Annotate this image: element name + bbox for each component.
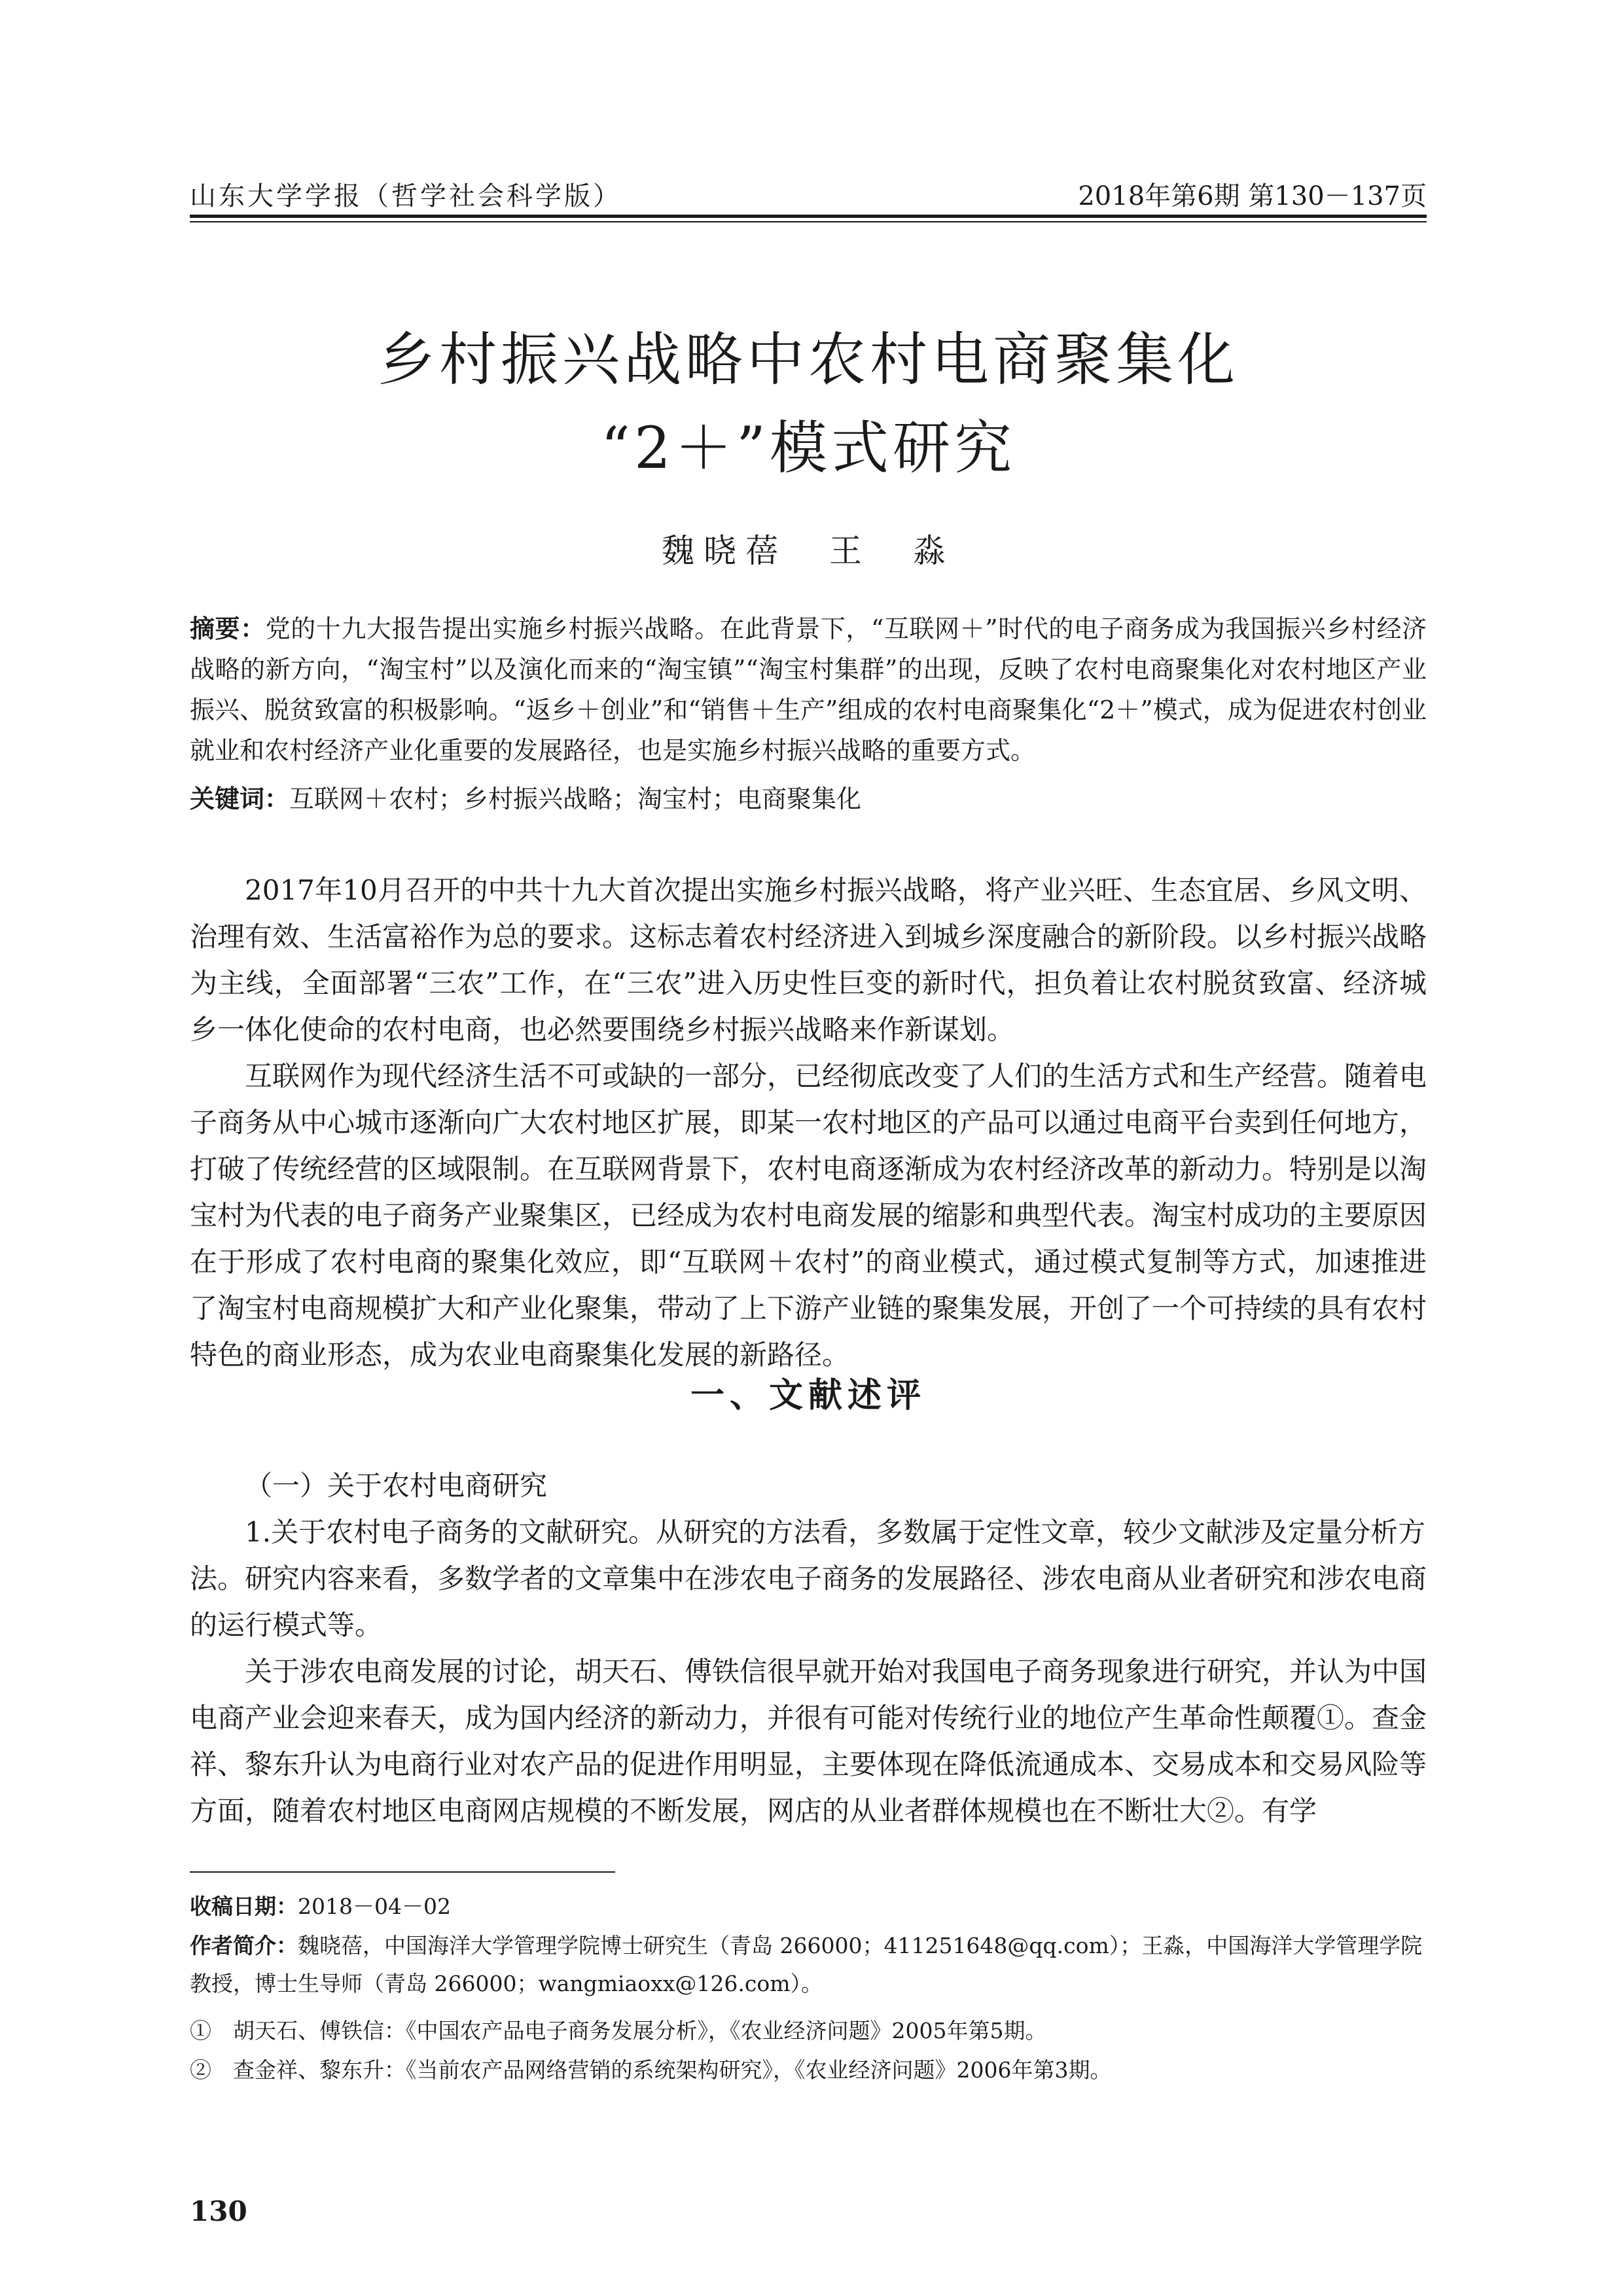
keywords-label: 关键词： — [190, 785, 290, 813]
abstract-label: 摘要： — [190, 614, 266, 643]
journal-name: 山东大学学报（哲学社会科学版） — [190, 181, 622, 211]
issue-info: 2018年第6期 第130－137页 — [1078, 181, 1427, 211]
body-text — [190, 867, 1427, 1378]
footnote-rule — [190, 1871, 615, 1873]
paper-title-line1: 乡村振兴战略中农村电商聚集化 — [377, 326, 1239, 393]
keywords-text: 互联网＋农村；乡村振兴战略；淘宝村；电商聚集化 — [289, 785, 862, 813]
footnote-1: ① 胡天石、傅铁信：《中国农产品电子商务发展分析》，《农业经济问题》2005年第5期。 — [190, 2018, 1047, 2043]
subsection-paragraph-1: 1.关于农村电子商务的文献研究。从研究的方法看，多数属于定性文章，较少文献涉及定量分析方法。研究内容来看，多数学者的文章集中在涉农电子商务的发展路径、涉农电商从业者研究和涉农电商的运行模式等。 — [190, 1516, 1427, 1641]
page-number: 130 — [190, 2195, 247, 2227]
paper-title-line2: “2＋”模式研究 — [601, 414, 1016, 482]
author-info-text: 魏晓蓓，中国海洋大学管理学院博士研究生（青岛 266000；411251648@qq.com）；王淼，中国海洋大学管理学院教授，博士生导师（青岛 266000；wangmiaoxx@126.com）。 — [190, 1933, 1423, 1996]
body-paragraph-1: 2017年10月召开的中共十九大首次提出实施乡村振兴战略，将产业兴旺、生态宜居、乡风文明、治理有效、生活富裕作为总的要求。这标志着农村经济进入到城乡深度融合的新阶段。以乡村振兴战略为主线，全面部署“三农”工作，在“三农”进入历史性巨变的新时代，担负着让农村脱贫致富、经济城乡一体化使命的农村电商，也必然要围绕乡村振兴战略来作新谋划。 — [190, 874, 1427, 1046]
body-paragraph-2: 互联网作为现代经济生活不可或缺的一部分，已经彻底改变了人们的生活方式和生产经营。随着电子商务从中心城市逐渐向广大农村地区扩展，即某一农村地区的产品可以通过电商平台卖到任何地方，打破了传统经营的区域限制。在互联网背景下，农村电商逐渐成为农村经济改革的新动力。特别是以淘宝村为代表的电子商务产业聚集区，已经成为农村电商发展的缩影和典型代表。淘宝村成功的主要原因在于形成了农村电商的聚集化效应，即“互联网＋农村”的商业模式，通过模式复制等方式，加速推进了淘宝村电商规模扩大和产业化聚集，带动了上下游产业链的聚集发展，开创了一个可持续的具有农村特色的商业形态，成为农业电商聚集化发展的新路径。 — [190, 1060, 1427, 1371]
received-value: 2018－04－02 — [298, 1894, 451, 1919]
author-info-label: 作者简介： — [190, 1933, 298, 1958]
subsection-heading: （一）关于农村电商研究 — [245, 1470, 548, 1502]
authors: 魏晓蓓 王 淼 — [662, 532, 955, 570]
abstract — [190, 609, 1427, 771]
author-info — [190, 1927, 1427, 2003]
header-rule-thin — [190, 221, 1427, 222]
section-heading: 一、文献述评 — [690, 1376, 926, 1415]
header-rule-thick — [190, 215, 1427, 218]
subsection-paragraph-2: 关于涉农电商发展的讨论，胡天石、傅铁信很早就开始对我国电子商务现象进行研究，并认为中国电商产业会迎来春天，成为国内经济的新动力，并很有可能对传统行业的地位产生革命性颠覆①。查金祥、黎东升认为电商行业对农产品的促进作用明显，主要体现在降低流通成本、交易成本和交易风险等方面，随着农村地区电商网店规模的不断发展，网店的从业者群体规模也在不断壮大②。有学 — [190, 1655, 1427, 1827]
subsection — [190, 1462, 1427, 1834]
received-label: 收稿日期： — [190, 1894, 298, 1919]
received-date — [190, 1888, 1427, 1926]
keywords — [190, 779, 1427, 815]
abstract-text: 党的十九大报告提出实施乡村振兴战略。在此背景下，“互联网＋”时代的电子商务成为我国振兴乡村经济战略的新方向，“淘宝村”以及演化而来的“淘宝镇”“淘宝村集群”的出现，反映了农村电商聚集化对农村地区产业振兴、脱贫致富的积极影响。“返乡＋创业”和“销售＋生产”组成的农村电商聚集化“2＋”模式，成为促进农村创业就业和农村经济产业化重要的发展路径，也是实施乡村振兴战略的重要方式。 — [190, 614, 1427, 765]
footnote-2: ② 查金祥、黎东升：《当前农产品网络营销的系统架构研究》，《农业经济问题》2006年第3期。 — [190, 2057, 1112, 2083]
